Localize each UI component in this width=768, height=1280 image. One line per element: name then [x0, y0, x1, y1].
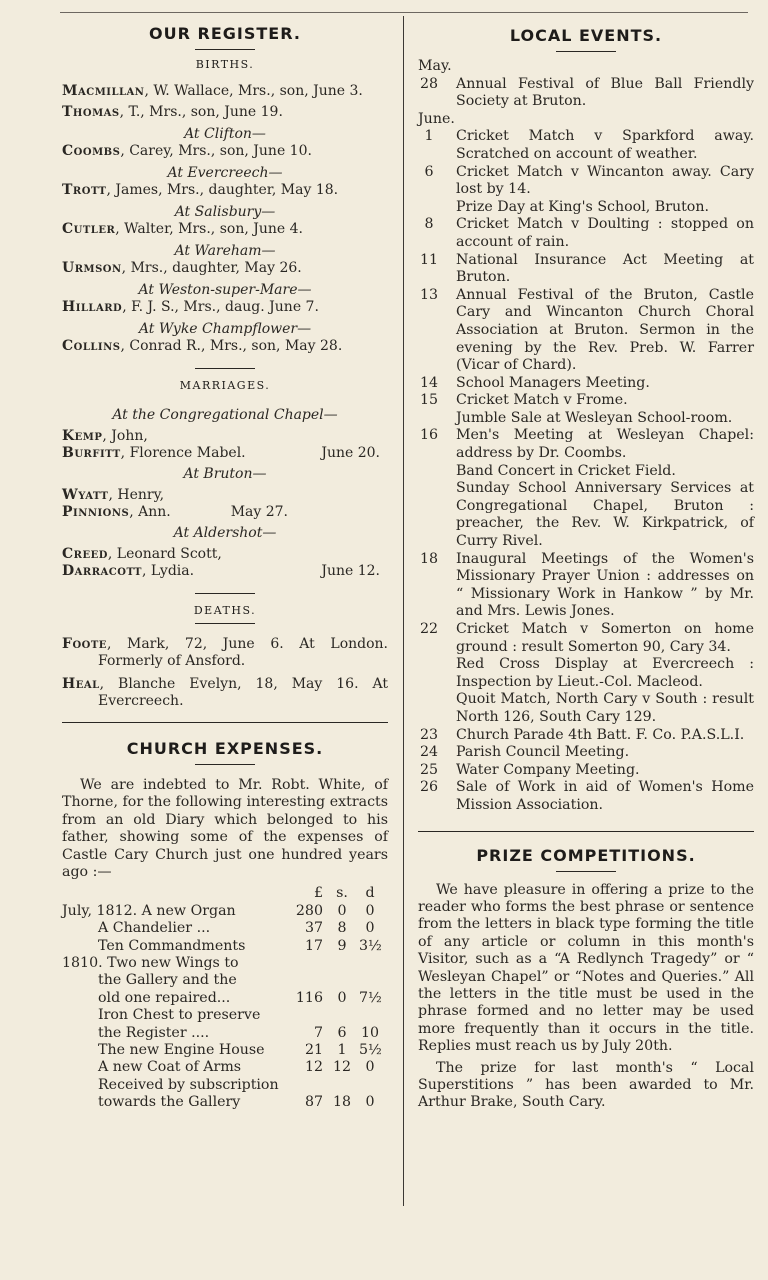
expense-item: 1810. Two new Wings to [62, 955, 239, 971]
expense-shillings: 8 [337, 920, 347, 937]
event-item [418, 216, 754, 251]
expense-row [62, 903, 388, 920]
expense-row [62, 972, 388, 989]
event-item [418, 621, 754, 656]
event-day: 26 [419, 779, 439, 796]
expense-item: Ten Commandments [98, 937, 246, 954]
death-entry [62, 676, 388, 710]
event-text: Annual Festival of the Bruton, Castle Cary and Wincanton Church Choral Association at Bruton. Sermon in the evening by the Rev. Preb. W. Farrer (Vicar of Chard). [456, 286, 754, 374]
groom-surname: Creed [62, 546, 108, 562]
expenses-rows [62, 903, 388, 1112]
event-item [418, 375, 754, 393]
birth-place: At Salisbury— [174, 204, 276, 220]
column-divider [403, 16, 404, 1206]
expense-row [62, 1007, 388, 1024]
prize-title-rule [556, 871, 616, 872]
expense-item: Iron Chest to preserve [98, 1007, 261, 1024]
event-day: 16 [419, 427, 439, 444]
groom-details: , Henry, [108, 487, 165, 503]
event-day: 1 [424, 128, 434, 145]
expense-shillings: 12 [332, 1059, 352, 1076]
expenses-table [62, 885, 388, 1111]
event-item [418, 128, 754, 163]
marriage-entry [62, 524, 388, 580]
section-rule [62, 722, 388, 723]
expense-pence: 0 [365, 902, 375, 919]
event-day: 28 [419, 75, 439, 92]
bride-surname: Burfitt [62, 445, 121, 461]
expense-row [62, 938, 388, 955]
events-end-rule [418, 831, 754, 832]
expense-shillings: 18 [332, 1094, 352, 1111]
event-item [418, 551, 754, 621]
birth-place: At Clifton— [184, 126, 266, 142]
birth-surname: Collins [62, 338, 121, 354]
expense-shillings: 9 [337, 937, 347, 954]
expense-pence: 10 [360, 1024, 380, 1041]
groom-line [62, 428, 388, 445]
bride-details: , Florence Mabel. [120, 445, 246, 461]
marriage-entry [62, 465, 388, 521]
shillings-header: s. [336, 885, 348, 902]
event-text: Cricket Match v Somerton on home ground : result Somerton 90, Cary 34. [456, 621, 754, 655]
event-text: Sale of Work in aid of Women's Home Mission Association. [456, 779, 754, 813]
birth-entry [62, 260, 388, 277]
marriage-date: June 12. [321, 563, 380, 579]
marriage-entry [62, 406, 388, 462]
pence-header: d [365, 885, 375, 902]
expense-pounds: 37 [304, 920, 323, 937]
event-item [418, 252, 754, 287]
birth-details: , Carey, Mrs., son, June 10. [120, 143, 312, 159]
event-text: Inaugural Meetings of the Women's Missionary Prayer Union : addresses on “ Missionary Work in Hankow ” by Mr. and Mrs. Lewis Jones. [456, 550, 754, 620]
bride-surname: Pinnions [62, 504, 130, 520]
expense-row [62, 1077, 388, 1094]
expense-shillings: 0 [337, 902, 347, 919]
bride-line [62, 445, 388, 462]
event-text: Jumble Sale at Wesleyan School-room. [456, 409, 733, 426]
event-text: Cricket Match v Wincanton away. Cary lost by 14. [456, 163, 754, 198]
local-events-title: LOCAL EVENTS. [509, 26, 663, 45]
expense-pence: 3½ [359, 937, 382, 954]
birth-details: , W. Wallace, Mrs., son, June 3. [144, 83, 363, 99]
expense-item: the Gallery and the [98, 972, 237, 989]
bride-line [62, 504, 388, 521]
birth-details: , Walter, Mrs., son, June 4. [115, 221, 303, 237]
groom-surname: Wyatt [62, 487, 109, 503]
birth-surname: Coombs [62, 143, 121, 159]
birth-surname: Hillard [62, 299, 123, 315]
register-title: OUR REGISTER. [149, 24, 301, 43]
birth-details: , James, Mrs., daughter, May 18. [106, 182, 339, 198]
deaths-heading: DEATHS. [193, 604, 257, 617]
expense-row [62, 1059, 388, 1076]
expense-item: towards the Gallery [98, 1094, 241, 1111]
event-item [418, 691, 754, 726]
event-day: 6 [424, 163, 434, 180]
right-column [418, 0, 754, 1112]
event-text: Water Company Meeting. [456, 761, 640, 778]
marriage-place: At Bruton— [183, 466, 267, 482]
events-list [418, 58, 754, 815]
birth-details: , Conrad R., Mrs., son, May 28. [120, 338, 343, 354]
bride-line [62, 563, 388, 580]
event-text: Cricket Match v Frome. [456, 392, 628, 409]
expense-pence: 7½ [359, 989, 382, 1006]
expense-row [62, 1042, 388, 1059]
expense-row [62, 1094, 388, 1111]
event-day: 18 [419, 550, 439, 567]
marriage-date: May 27. [230, 504, 288, 520]
birth-surname: Urmson [62, 260, 122, 276]
births-end-rule [195, 368, 255, 369]
marriage-place: At Aldershot— [173, 525, 277, 541]
groom-line [62, 487, 388, 504]
event-item [418, 480, 754, 550]
birth-place: At Weston-super-Mare— [138, 282, 312, 298]
event-month: June. [418, 110, 455, 127]
birth-entry [62, 143, 388, 160]
event-text: School Managers Meeting. [456, 374, 650, 391]
event-text: Quoit Match, North Cary v South : result North 126, South Cary 129. [456, 691, 754, 725]
death-surname: Foote [62, 636, 107, 652]
event-item [418, 427, 754, 462]
event-day: 8 [424, 216, 434, 233]
church-expenses-intro: We are indebted to Mr. Robt. White, of Thorne, for the following interesting extracts from an old Diary which belonged to his father, showing some of the expenses of Castle Cary Church just one hundred years ago :— [62, 777, 388, 881]
event-item [418, 656, 754, 691]
event-text: Band Concert in Cricket Field. [456, 462, 676, 479]
groom-details: , John, [102, 428, 148, 444]
deaths-heading-rule [195, 623, 255, 624]
expense-pounds: 7 [313, 1024, 323, 1041]
birth-details: , F. J. S., Mrs., daug. June 7. [122, 299, 319, 315]
birth-surname: Cutler [62, 221, 116, 237]
birth-place: At Wareham— [174, 243, 276, 259]
groom-surname: Kemp [62, 428, 103, 444]
event-item [418, 164, 754, 199]
expense-row [62, 920, 388, 937]
event-item [418, 76, 754, 111]
expense-item: July, 1812. A new Organ [62, 902, 236, 919]
prize-title: PRIZE COMPETITIONS. [476, 845, 696, 865]
expense-pence: 0 [365, 1059, 375, 1076]
death-details: , Mark, 72, June 6. At London. Formerly of Ansford. [98, 636, 388, 669]
death-surname: Heal [62, 676, 100, 692]
event-text: Prize Day at King's School, Bruton. [456, 198, 709, 215]
expense-pounds: 116 [295, 989, 323, 1006]
church-expenses-rule [195, 764, 255, 765]
event-day: 23 [419, 726, 439, 743]
death-entry [62, 636, 388, 670]
expense-pence: 5½ [359, 1041, 382, 1058]
expense-item: A Chandelier ... [98, 920, 211, 937]
expense-row [62, 990, 388, 1007]
expense-pence: 0 [365, 920, 375, 937]
event-text: Church Parade 4th Batt. F. Co. P.A.S.L.I. [456, 726, 745, 743]
event-item [418, 744, 754, 762]
expense-item: The new Engine House [98, 1041, 265, 1058]
event-day: 14 [419, 374, 439, 391]
expense-row [62, 1025, 388, 1042]
expense-shillings: 0 [337, 989, 347, 1006]
event-item [418, 762, 754, 780]
birth-details: , T., Mrs., son, June 19. [119, 104, 283, 120]
groom-details: , Leonard Scott, [107, 546, 222, 562]
event-day: 22 [419, 621, 439, 637]
birth-surname: Macmillan [62, 83, 145, 99]
event-text: Cricket Match v Doulting : stopped on account of rain. [456, 216, 754, 250]
expense-item: Received by subscription [98, 1076, 279, 1093]
expense-item: A new Coat of Arms [98, 1059, 242, 1076]
marriages-heading: MARRIAGES. [179, 379, 271, 392]
birth-entry [62, 83, 388, 100]
event-item [418, 779, 754, 814]
event-text: Cricket Match v Sparkford away. Scratched on account of weather. [456, 128, 754, 162]
event-item [418, 410, 754, 428]
expense-shillings: 1 [337, 1041, 347, 1058]
event-text: Red Cross Display at Evercreech : Inspection by Lieut.-Col. Macleod. [456, 656, 754, 690]
bride-details: , Lydia. [141, 563, 195, 579]
birth-entry [62, 104, 388, 121]
expense-pounds: 87 [304, 1094, 323, 1111]
prize-paragraph-1: We have pleasure in offering a prize to the reader who forms the best phrase or sentence from the letters in black type forming the title of any article or column in this month's Visitor, such as a “A Redlynch Tragedy” or “ Wesleyan Chapel” or “Notes and Queries.” All the letters in the title must be used in the phrase formed and no letter may be used more frequently than it occurs in the title. Replies must reach us by July 20th. [418, 881, 754, 1055]
expense-item: old one repaired... [98, 989, 231, 1006]
event-item [418, 392, 754, 410]
event-text: National Insurance Act Meeting at Bruton. [456, 251, 754, 286]
expense-pounds: 21 [304, 1041, 323, 1058]
birth-details: , Mrs., daughter, May 26. [121, 260, 302, 276]
marriage-date: June 20. [321, 445, 380, 461]
births-heading: BIRTHS. [195, 58, 255, 71]
event-item [418, 199, 754, 217]
births-list [62, 83, 388, 355]
event-text: Men's Meeting at Wesleyan Chapel: address by Dr. Coombs. [456, 427, 754, 462]
event-day: 15 [419, 392, 439, 409]
expense-pounds: 12 [304, 1059, 323, 1076]
event-text: Parish Council Meeting. [456, 744, 630, 761]
pounds-header: £ [313, 885, 323, 902]
groom-line [62, 546, 388, 563]
event-day: 11 [419, 251, 439, 268]
bride-details: , Ann. [129, 504, 171, 520]
expense-pounds: 280 [295, 902, 323, 919]
event-day: 13 [419, 286, 439, 303]
birth-place: At Evercreech— [167, 165, 283, 181]
birth-surname: Thomas [62, 104, 120, 120]
death-details: , Blanche Evelyn, 18, May 16. At Evercreech. [98, 676, 388, 709]
church-expenses-title: CHURCH EXPENSES. [126, 739, 324, 758]
marriages-end-rule [195, 593, 255, 594]
expense-item: the Register .... [98, 1024, 210, 1041]
birth-surname: Trott [62, 182, 107, 198]
event-item [418, 727, 754, 745]
bride-surname: Darracott [62, 563, 142, 579]
expenses-header [62, 885, 388, 902]
event-day: 24 [419, 744, 439, 761]
expense-pence: 0 [365, 1094, 375, 1111]
marriages-list [62, 406, 388, 580]
event-item [418, 463, 754, 481]
birth-entry [62, 338, 388, 355]
birth-entry [62, 299, 388, 316]
event-text: Annual Festival of Blue Ball Friendly Society at Bruton. [456, 75, 754, 110]
birth-place: At Wyke Champflower— [138, 321, 312, 337]
left-column [62, 0, 388, 1112]
event-item [418, 287, 754, 375]
prize-paragraph-2: The prize for last month's “ Local Superstitions ” has been awarded to Mr. Arthur Brake, South Cary. [418, 1059, 754, 1111]
register-title-rule [195, 49, 255, 50]
expense-pounds: 17 [304, 937, 323, 954]
birth-entry [62, 182, 388, 199]
local-events-rule [556, 51, 616, 52]
event-month: May. [418, 58, 452, 74]
marriage-place: At the Congregational Chapel— [112, 407, 338, 423]
birth-entry [62, 221, 388, 238]
expense-row [62, 955, 388, 972]
event-text: Sunday School Anniversary Services at Congregational Chapel, Bruton : preacher, the Rev. W. Kirkpatrick, of Curry Rivel. [456, 480, 754, 550]
event-day: 25 [419, 761, 439, 778]
expense-shillings: 6 [337, 1024, 347, 1041]
deaths-list [62, 636, 388, 710]
